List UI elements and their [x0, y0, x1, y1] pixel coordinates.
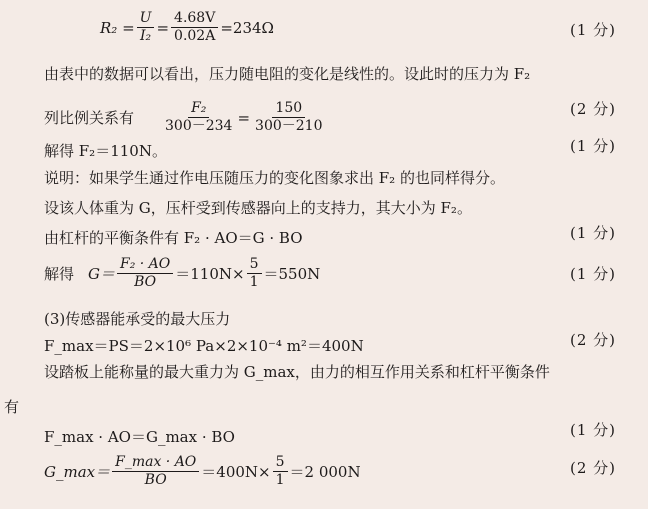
- fraction-numerator: F_max · AO: [112, 454, 199, 472]
- eq1-result: =234Ω: [220, 18, 274, 37]
- equals-sign: =: [156, 18, 170, 37]
- fraction-denominator: 1: [275, 472, 285, 488]
- points-label: (2 分): [570, 459, 617, 477]
- fraction-max-lever-arm: [112, 454, 199, 489]
- eq1-lhs: R₂ =: [100, 18, 135, 37]
- fraction-numerator: U: [137, 10, 155, 28]
- fraction-numerator: 150: [272, 100, 305, 118]
- g-result: ＝550N: [263, 264, 321, 283]
- g-mid: ＝110N×: [175, 264, 245, 283]
- section-heading-3: (3)传感器能承受的最大压力: [44, 310, 231, 328]
- points-label: (2 分): [570, 100, 617, 118]
- fraction-150-ratio: [252, 100, 325, 135]
- equation-r2: [100, 10, 274, 45]
- proportion-text: 列比例关系有: [44, 108, 135, 127]
- fraction-numerator: 5: [247, 256, 262, 274]
- max-pressure-line: F_max＝PS＝2×10⁶ Pa×2×10⁻⁴ m²＝400N: [44, 337, 364, 355]
- fraction-denominator: BO: [144, 472, 167, 488]
- weight-assumption-line: 设该人体重为 G，压杆受到传感器向上的支持力，其大小为 F₂。: [44, 199, 472, 217]
- points-label: (2 分): [570, 331, 617, 349]
- note-line: 说明：如果学生通过作电压随压力的变化图象求出 F₂ 的也同样得分。: [44, 169, 505, 187]
- fraction-lever-arm: [117, 256, 173, 291]
- equals-sign: =: [237, 108, 251, 127]
- points-label: (1 分): [570, 137, 617, 155]
- points-label: (1 分): [570, 21, 617, 39]
- fraction-voltage-over-current: [171, 10, 218, 45]
- gmax-result: ＝2 000N: [289, 462, 361, 481]
- fraction-denominator: I₂: [139, 28, 152, 44]
- fraction-five-over-one: [247, 256, 262, 291]
- continuation-word: 有: [4, 398, 20, 416]
- fraction-denominator: 0.02A: [174, 28, 216, 44]
- solve-f2-line: 解得 F₂＝110N。: [44, 142, 167, 160]
- points-label: (1 分): [570, 421, 617, 439]
- fraction-numerator: 4.68V: [171, 10, 218, 28]
- fraction-denominator: 1: [249, 274, 259, 290]
- fraction-denominator: 300－210: [255, 118, 323, 134]
- fraction-numerator: 5: [273, 454, 288, 472]
- max-weight-assumption-line: 设踏板上能称量的最大重力为 G_max，由力的相互作用关系和杠杆平衡条件: [44, 363, 550, 381]
- fraction-denominator: 300－234: [165, 118, 233, 134]
- lever-balance-line: 由杠杆的平衡条件有 F₂ · AO＝G · BO: [44, 229, 303, 247]
- text-line-linear: 由表中的数据可以看出，压力随电阻的变化是线性的。设此时的压力为 F₂: [44, 65, 531, 83]
- points-label: (1 分): [570, 265, 617, 283]
- g-lhs: G＝: [88, 264, 115, 283]
- fraction-denominator: BO: [134, 274, 157, 290]
- fraction-numerator: F₂ · AO: [117, 256, 173, 274]
- gmax-mid: ＝400N×: [201, 462, 271, 481]
- proportion-line: [44, 100, 328, 135]
- fraction-numerator: F₂: [188, 100, 209, 118]
- solve-prefix: 解得: [44, 264, 75, 283]
- solve-g-line: [44, 256, 320, 291]
- fraction-f2-ratio: [162, 100, 235, 135]
- fraction-five-over-one: [273, 454, 288, 489]
- points-label: (1 分): [570, 224, 617, 242]
- solve-gmax-line: [44, 454, 361, 489]
- max-lever-balance-line: F_max · AO＝G_max · BO: [44, 428, 235, 446]
- gmax-lhs: G_max＝: [44, 462, 111, 481]
- fraction-u-over-i2: [137, 10, 155, 45]
